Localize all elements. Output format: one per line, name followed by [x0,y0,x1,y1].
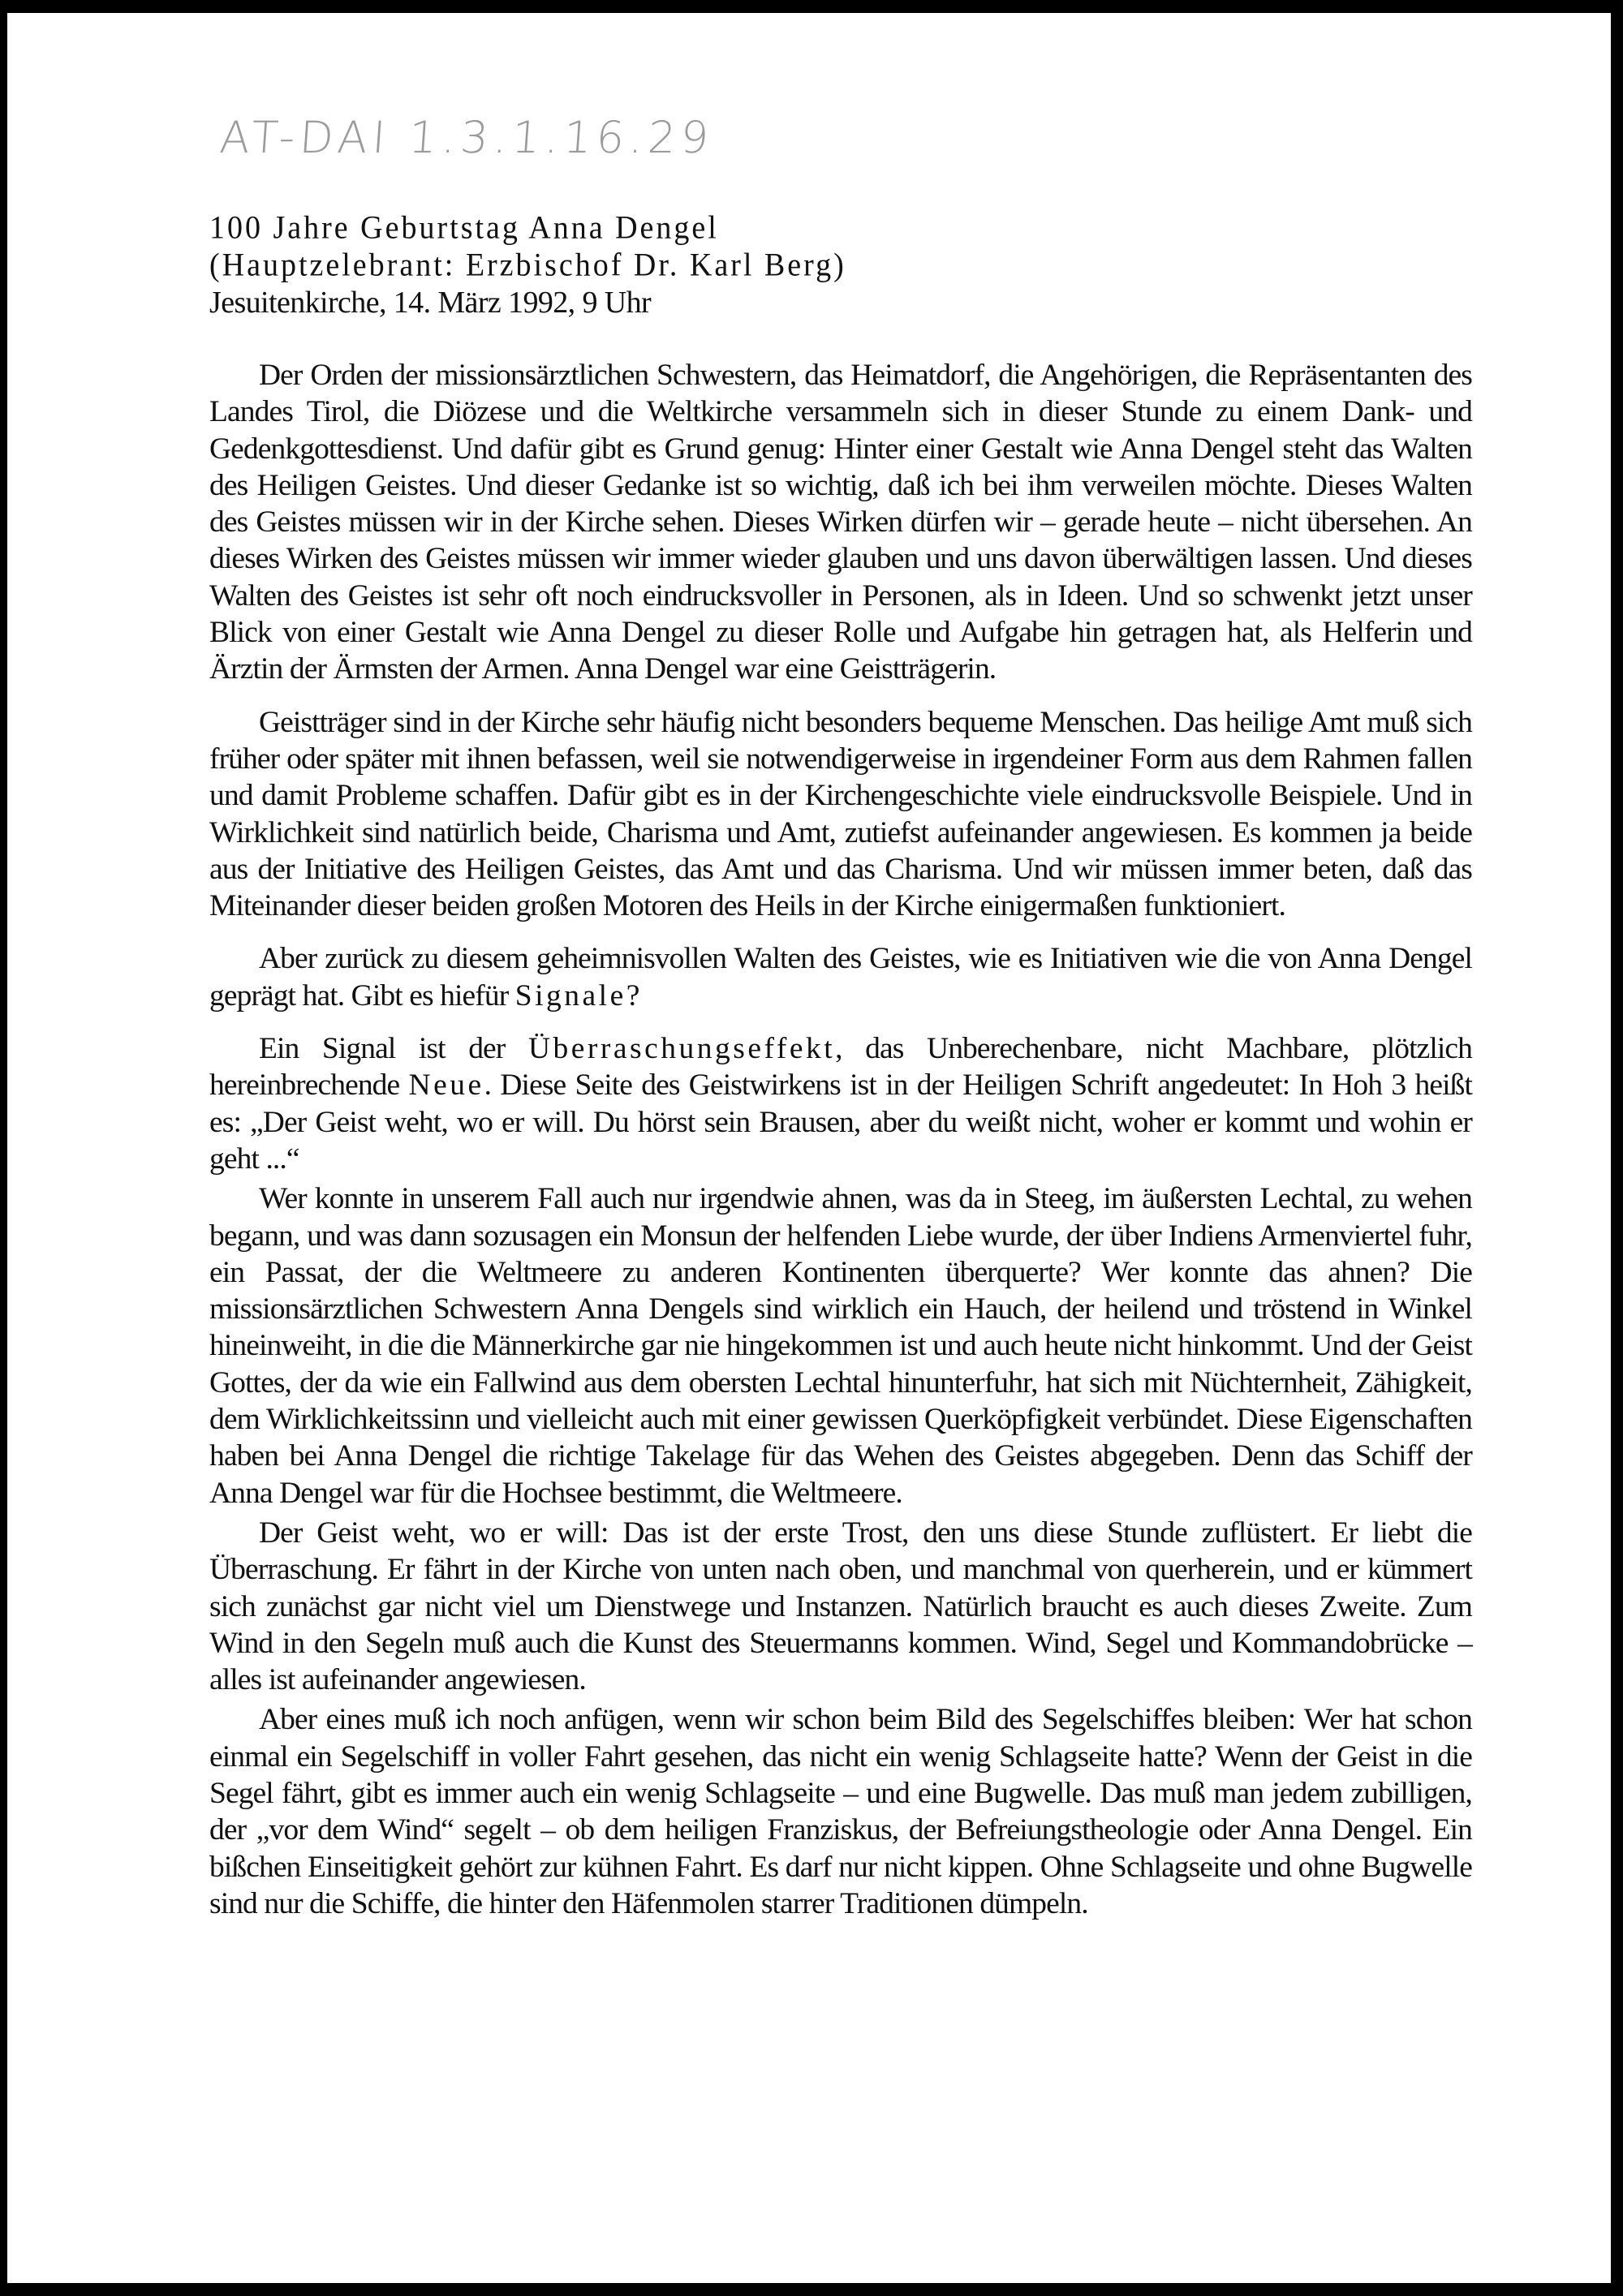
paragraph-4-end: . Diese Seite des Geistwirkens ist in der Heiligen Schrift angedeutet: In Hoh 3 heißt es: „Der Geist weht, wo er will. Du hörst sein Brausen, aber du weißt nicht, woher er kommt und wohin er geht ...“ [209,1068,1472,1176]
paragraph-4 [209,1030,1472,1177]
paragraph-4-middle: , das Unberechenbare, nicht Machbare, plötzlich hereinbrechende [209,1032,1472,1103]
emphasis-signale: Signale [514,978,626,1013]
document-header [209,209,846,321]
paragraph-1: Der Orden der missionsärztlichen Schwestern, das Heimatdorf, die Angehörigen, die Repräsentanten des Landes Tirol, die Diözese und die Weltkirche versammeln sich in dieser Stunde zu einem Dank- und Gedenkgottesdienst. Und dafür gibt es Grund genug: Hinter einer Gestalt wie Anna Dengel steht das Walten des Heiligen Geistes. Und dieser Gedanke ist so wichtig, daß ich bei ihm verweilen möchte. Dieses Walten des Geistes müssen wir in der Kirche sehen. Dieses Wirken dürfen wir – gerade heute – nicht übersehen. An dieses Wirken des Geistes müssen wir immer wieder glauben und uns davon überwältigen lassen. Und dieses Walten des Geistes ist sehr oft noch eindrucksvoller in Personen, als in Ideen. Und so schwenkt jetzt unser Blick von einer Gestalt wie Anna Dengel zu dieser Rolle und Aufgabe hin getragen hat, als Helferin und Ärztin der Ärmsten der Armen. Anna Dengel war eine Geistträgerin. [209,359,1472,686]
paragraph-7: Aber eines muß ich noch anfügen, wenn wir schon beim Bild des Segelschiffes bleiben: Wer hat schon einmal ein Segelschiff in voller Fahrt gesehen, das nicht ein wenig Schlagseite hatte? Wenn der Geist in die Segel fährt, gibt es immer auch ein wenig Schlagseite – und eine Bugwelle. Das muß man jedem zubilligen, der „vor dem Wind“ segelt – ob dem heiligen Franziskus, der Befreiungstheologie oder Anna Dengel. Ein bißchen Einseitigkeit gehört zur kühnen Fahrt. Es darf nur nicht kippen. Ohne Schlagseite und ohne Bugwelle sind nur die Schiffe, die hinter den Häfenmolen starrer Traditionen dümpeln. [209,1703,1472,1920]
paragraph-5: Wer konnte in unserem Fall auch nur irgendwie ahnen, was da in Steeg, im äußersten Lechtal, zu wehen begann, und was dann sozusagen ein Monsun der helfenden Liebe wurde, der über Indiens Armenviertel fuhr, ein Passat, der die Weltmeere zu anderen Kontinenten überquerte? Wer konnte das ahnen? Die missionsärztlichen Schwestern Anna Dengels sind wirklich ein Hauch, der heilend und tröstend in Winkel hineinweiht, in die die Männerkirche gar nie hingekommen ist und auch heute nicht hinkommt. Und der Geist Gottes, der da wie ein Fallwind aus dem obersten Lechtal hinunterfuhr, hat sich mit Nüchternheit, Zähigkeit, dem Wirklichkeitssinn und vielleicht auch mit einer gewissen Querköpfigkeit verbündet. Diese Eigenschaften haben bei Anna Dengel die richtige Takelage für das Wehen des Geistes abgegeben. Denn das Schiff der Anna Dengel war für die Hochsee bestimmt, die Weltmeere. [209,1182,1472,1510]
document-subtitle: (Hauptzelebrant: Erzbischof Dr. Karl Berg) [209,247,846,284]
paragraph-2: Geistträger sind in der Kirche sehr häufig nicht besonders bequeme Menschen. Das heilige Amt muß sich früher oder später mit ihnen befassen, weil sie notwendigerweise in irgendeiner Form aus dem Rahmen fallen und damit Probleme schaffen. Dafür gibt es in der Kirchengeschichte viele eindrucksvolle Beispiele. Und in Wirklichkeit sind natürlich beide, Charisma und Amt, zutiefst aufeinander angewiesen. Es kommen ja beide aus der Initiative des Heiligen Geistes, das Amt und das Charisma. Und wir müssen immer beten, daß das Miteinander dieser beiden großen Motoren des Heils in der Kirche einigermaßen funktioniert. [209,705,1472,923]
paragraph-3 [209,940,1472,1014]
paragraph-4-text: Ein Signal ist der [259,1032,528,1066]
paragraph-3-end: ? [626,978,639,1013]
emphasis-neue: Neue [408,1068,484,1103]
document-page [7,13,1611,2283]
document-body [209,357,1472,1922]
emphasis-ueberraschungseffekt: Überraschungseffekt [527,1032,836,1066]
paragraph-3-text: Aber zurück zu diesem geheimnisvollen Walten des Geistes, wie es Initiativen wie die von Anna Dengel geprägt hat. Gibt es hiefür [209,942,1472,1013]
archive-signature-handwritten: AT-DAI 1.3.1.16.29 [217,112,716,163]
document-title: 100 Jahre Geburtstag Anna Dengel [209,209,719,247]
document-location-date: Jesuitenkirche, 14. März 1992, 9 Uhr [209,286,652,320]
paragraph-6: Der Geist weht, wo er will: Das ist der erste Trost, den uns diese Stunde zuflüstert. Er liebt die Überraschung. Er fährt in der Kirche von unten nach oben, und manchmal von querherein, und er kümmert sich zunächst gar nicht viel um Dienstwege und Instanzen. Natürlich braucht es auch dieses Zweite. Zum Wind in den Segeln muß auch die Kunst des Steuermanns kommen. Wind, Segel und Kommandobrücke – alles ist aufeinander angewiesen. [209,1516,1472,1697]
